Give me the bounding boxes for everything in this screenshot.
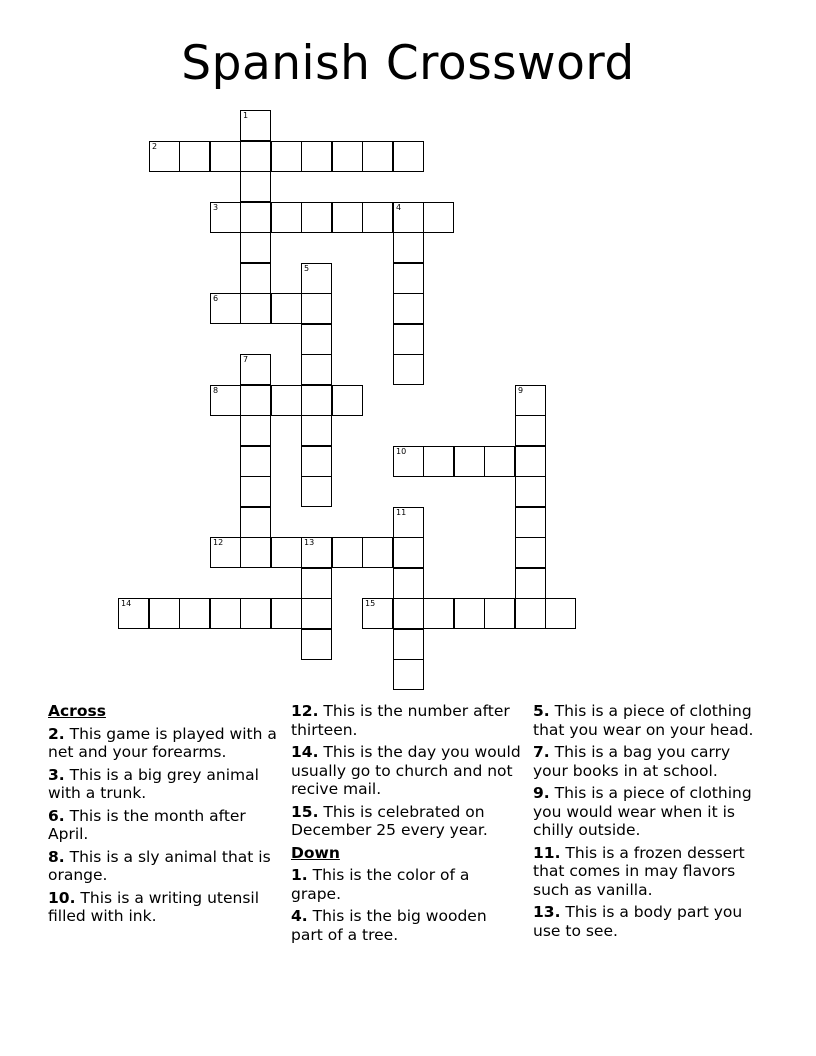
grid-cell[interactable]	[332, 202, 363, 233]
clue-number: 14	[121, 599, 132, 608]
grid-cell[interactable]	[393, 263, 424, 294]
grid-cell[interactable]	[271, 293, 302, 324]
clue-across: 12. This is the number after thirteen.	[291, 702, 510, 739]
grid-cell[interactable]	[393, 537, 424, 568]
grid-cell[interactable]	[240, 537, 271, 568]
grid-cell[interactable]	[362, 537, 393, 568]
grid-cell[interactable]	[515, 507, 546, 538]
grid-cell[interactable]	[301, 141, 332, 172]
grid-cell[interactable]	[240, 446, 271, 477]
clue-number: 12	[213, 538, 224, 547]
grid-cell[interactable]	[423, 202, 454, 233]
grid-cell[interactable]	[515, 385, 546, 416]
grid-cell[interactable]	[454, 446, 485, 477]
grid-cell[interactable]	[393, 568, 424, 599]
grid-cell[interactable]	[301, 293, 332, 324]
grid-cell[interactable]	[149, 141, 180, 172]
grid-cell[interactable]	[515, 446, 546, 477]
grid-cell[interactable]	[240, 354, 271, 385]
grid-cell[interactable]	[179, 141, 210, 172]
clue-number: 13	[304, 538, 315, 547]
grid-cell[interactable]	[210, 141, 241, 172]
grid-cell[interactable]	[393, 354, 424, 385]
grid-cell[interactable]	[240, 202, 271, 233]
grid-cell[interactable]	[301, 324, 332, 355]
grid-cell[interactable]	[545, 598, 576, 629]
grid-cell[interactable]	[515, 415, 546, 446]
clue-number: 15	[365, 599, 376, 608]
grid-cell[interactable]	[210, 385, 241, 416]
clue-across: 2. This game is played with a net and your forearms.	[48, 724, 277, 761]
grid-cell[interactable]	[271, 598, 302, 629]
clue-across: 8. This is a sly animal that is orange.	[48, 847, 271, 884]
down-heading: Down	[291, 843, 340, 862]
clue-number: 11	[396, 508, 407, 517]
grid-cell[interactable]	[301, 354, 332, 385]
clues-column-1	[48, 702, 280, 930]
grid-cell[interactable]	[301, 446, 332, 477]
grid-cell[interactable]	[393, 141, 424, 172]
grid-cell[interactable]	[515, 537, 546, 568]
grid-cell[interactable]	[240, 476, 271, 507]
grid-cell[interactable]	[240, 293, 271, 324]
grid-cell[interactable]	[423, 446, 454, 477]
grid-cell[interactable]	[179, 598, 210, 629]
clue-down: 9. This is a piece of clothing you would wear when it is chilly outside.	[533, 784, 752, 839]
grid-cell[interactable]	[210, 537, 241, 568]
clue-down: 5. This is a piece of clothing that you wear on your head.	[533, 702, 754, 739]
grid-cell[interactable]	[240, 232, 271, 263]
clue-down: 13. This is a body part you use to see.	[533, 903, 743, 940]
clue-number: 10	[396, 447, 407, 456]
grid-cell[interactable]	[271, 537, 302, 568]
clue-across: 14. This is the day you would usually go to church and not recive mail.	[291, 743, 521, 798]
grid-cell[interactable]	[301, 385, 332, 416]
grid-cell[interactable]	[210, 202, 241, 233]
grid-cell[interactable]	[301, 629, 332, 660]
grid-cell[interactable]	[332, 141, 363, 172]
grid-cell[interactable]	[210, 598, 241, 629]
grid-cell[interactable]	[393, 232, 424, 263]
grid-cell[interactable]	[271, 141, 302, 172]
clue-number: 7	[243, 355, 249, 364]
grid-cell[interactable]	[210, 293, 241, 324]
grid-cell[interactable]	[362, 141, 393, 172]
grid-cell[interactable]	[301, 476, 332, 507]
grid-cell[interactable]	[301, 415, 332, 446]
clue-across: 15. This is celebrated on December 25 every year.	[291, 802, 488, 839]
grid-cell[interactable]	[393, 446, 424, 477]
grid-cell[interactable]	[393, 507, 424, 538]
clue-down: 7. This is a bag you carry your books in at school.	[533, 743, 731, 780]
clue-down: 1. This is the color of a grape.	[291, 866, 470, 903]
clues-column-3	[533, 702, 765, 944]
grid-cell[interactable]	[240, 171, 271, 202]
grid-cell[interactable]	[301, 263, 332, 294]
grid-cell[interactable]	[393, 659, 424, 690]
grid-cell[interactable]	[515, 476, 546, 507]
clue-number: 6	[213, 294, 219, 303]
clue-across: 6. This is the month after April.	[48, 806, 246, 843]
grid-cell[interactable]	[362, 202, 393, 233]
grid-cell[interactable]	[271, 385, 302, 416]
clue-number: 8	[213, 386, 219, 395]
grid-cell[interactable]	[240, 598, 271, 629]
page-title: Spanish Crossword	[181, 36, 635, 91]
grid-cell[interactable]	[515, 598, 546, 629]
clue-across: 3. This is a big grey animal with a trunk.	[48, 765, 259, 802]
across-heading: Across	[48, 702, 106, 720]
grid-cell[interactable]	[454, 598, 485, 629]
grid-cell[interactable]	[484, 598, 515, 629]
grid-cell[interactable]	[149, 598, 180, 629]
grid-cell[interactable]	[393, 324, 424, 355]
clue-down: 11. This is a frozen dessert that comes in may flavors such as vanilla.	[533, 843, 745, 899]
clue-down: 4. This is the big wooden part of a tree.	[291, 907, 487, 944]
clues-column-2	[291, 702, 523, 948]
grid-cell[interactable]	[393, 202, 424, 233]
clue-number: 3	[213, 203, 219, 212]
clue-number: 2	[152, 142, 158, 151]
grid-cell[interactable]	[118, 598, 149, 629]
grid-cell[interactable]	[484, 446, 515, 477]
clue-across: 10. This is a writing utensil filled with ink.	[48, 888, 260, 925]
grid-cell[interactable]	[240, 507, 271, 538]
clue-number: 1	[243, 111, 249, 120]
grid-cell[interactable]	[393, 629, 424, 660]
grid-cell[interactable]	[240, 110, 271, 141]
clue-number: 5	[304, 264, 310, 273]
grid-cell[interactable]	[332, 537, 363, 568]
grid-cell[interactable]	[393, 598, 424, 629]
grid-cell[interactable]	[240, 141, 271, 172]
grid-cell[interactable]	[393, 293, 424, 324]
grid-cell[interactable]	[240, 263, 271, 294]
grid-cell[interactable]	[240, 385, 271, 416]
grid-cell[interactable]	[515, 568, 546, 599]
grid-cell[interactable]	[240, 415, 271, 446]
grid-cell[interactable]	[301, 537, 332, 568]
grid-cell[interactable]	[332, 385, 363, 416]
clue-number: 4	[396, 203, 402, 212]
grid-cell[interactable]	[362, 598, 393, 629]
grid-cell[interactable]	[301, 568, 332, 599]
grid-cell[interactable]	[423, 598, 454, 629]
grid-cell[interactable]	[301, 202, 332, 233]
grid-cell[interactable]	[301, 598, 332, 629]
clue-number: 9	[518, 386, 524, 395]
grid-cell[interactable]	[271, 202, 302, 233]
